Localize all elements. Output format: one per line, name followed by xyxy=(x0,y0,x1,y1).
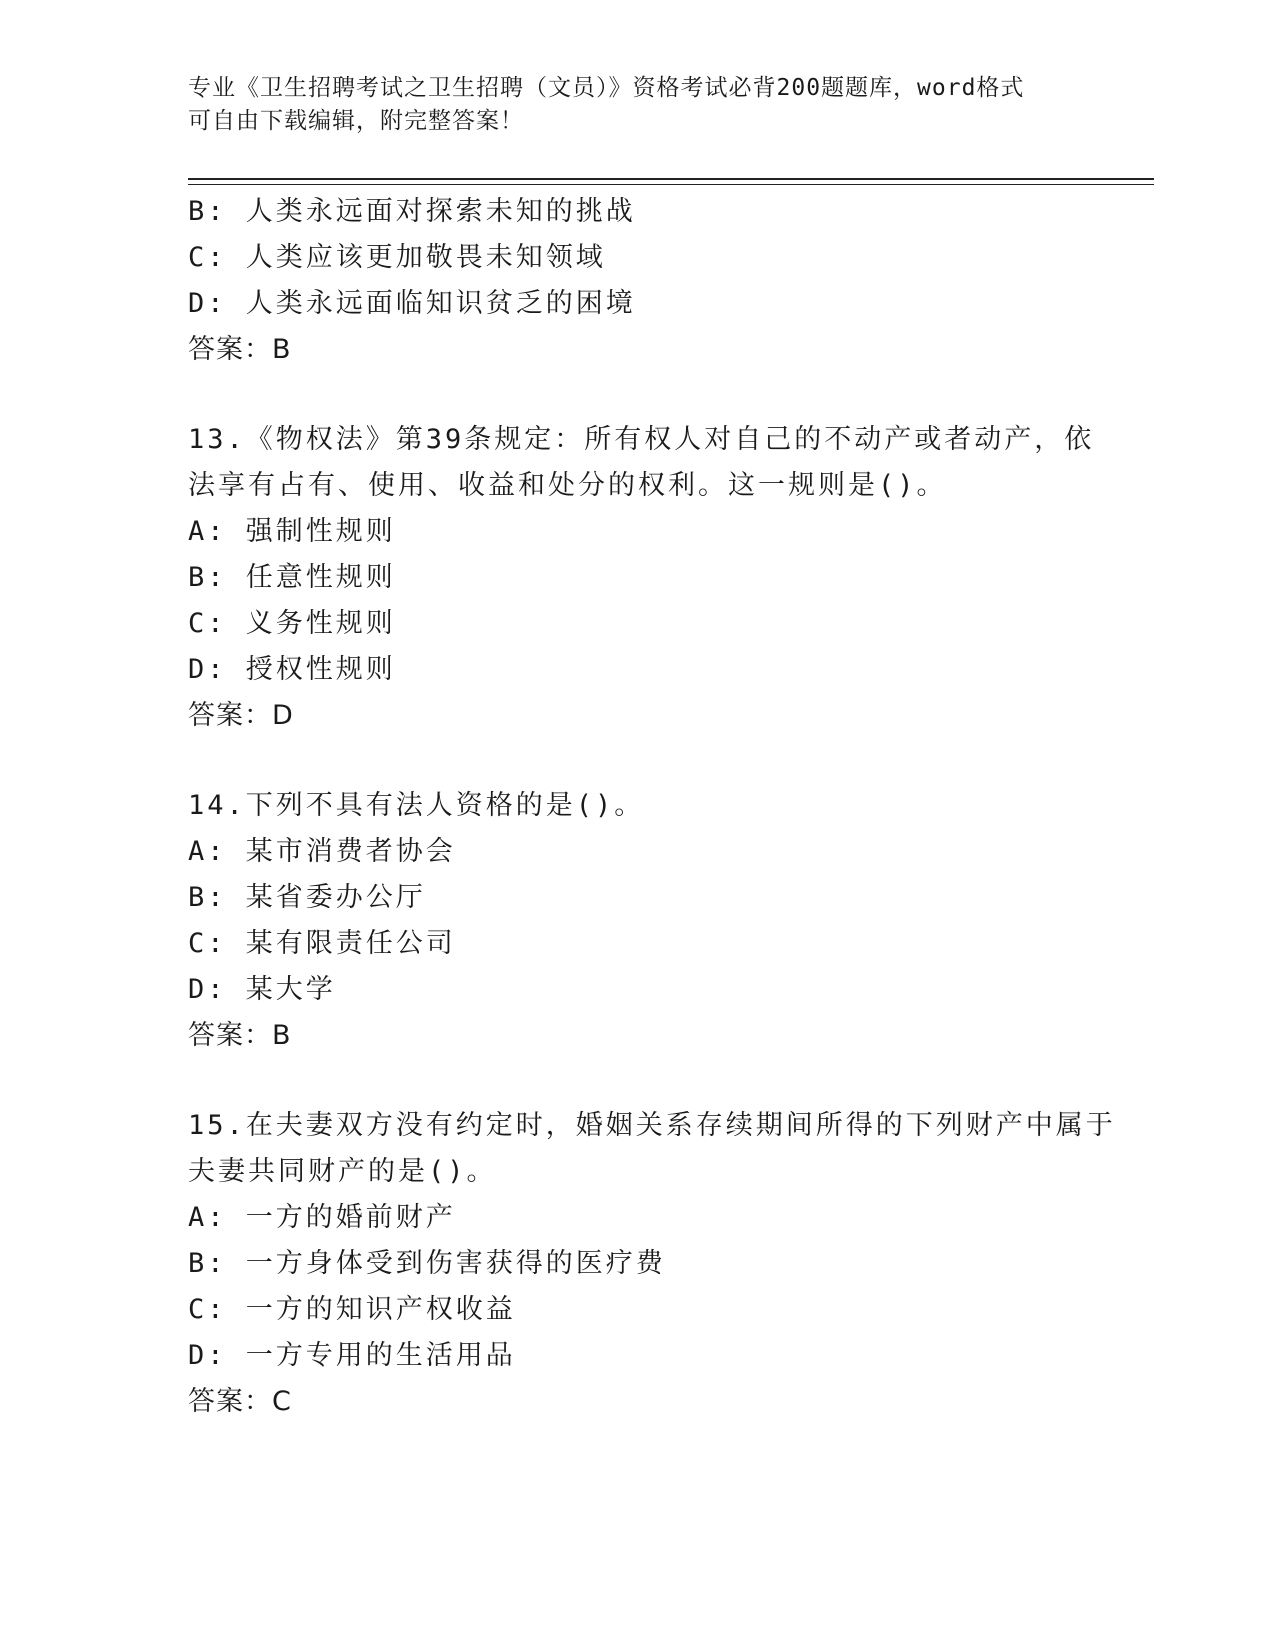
question-13 xyxy=(188,417,1095,739)
question-15 xyxy=(188,1103,1116,1425)
header-rule-thick xyxy=(188,178,1154,180)
header-rule-thin xyxy=(188,184,1154,185)
header-line-2: 可自由下载编辑，附完整答案！ xyxy=(188,108,524,134)
header-line-1: 专业《卫生招聘考试之卫生招聘（文员）》资格考试必背200题题库，word格式 xyxy=(188,75,1025,101)
option-a: A: 一方的婚前财产 xyxy=(188,1202,456,1233)
option-c: C: 人类应该更加敬畏未知领域 xyxy=(188,242,606,273)
option-c: C: 义务性规则 xyxy=(188,608,396,639)
option-b: B: 某省委办公厅 xyxy=(188,882,426,913)
document-body xyxy=(188,189,1116,1425)
answer-line: 答案：D xyxy=(188,700,294,731)
question-block-prev xyxy=(188,189,1088,373)
option-c: C: 某有限责任公司 xyxy=(188,928,456,959)
question-stem-cont: 法享有占有、使用、收益和处分的权利。这一规则是()。 xyxy=(188,470,947,501)
question-stem: 13.《物权法》第39条规定：所有权人对自己的不动产或者动产，依 xyxy=(188,424,1095,455)
answer-line: 答案：B xyxy=(188,1020,292,1051)
question-stem: 15.在夫妻双方没有约定时，婚姻关系存续期间所得的下列财产中属于 xyxy=(188,1110,1116,1141)
option-d: D: 某大学 xyxy=(188,974,336,1005)
question-stem: 14.下列不具有法人资格的是()。 xyxy=(188,790,645,821)
document-header xyxy=(188,72,1088,138)
question-stem-cont: 夫妻共同财产的是()。 xyxy=(188,1156,497,1187)
option-b: B: 任意性规则 xyxy=(188,562,396,593)
option-a: A: 某市消费者协会 xyxy=(188,836,456,867)
option-b: B: 一方身体受到伤害获得的医疗费 xyxy=(188,1248,666,1279)
option-c: C: 一方的知识产权收益 xyxy=(188,1294,516,1325)
question-14 xyxy=(188,783,1088,1059)
option-b: B: 人类永远面对探索未知的挑战 xyxy=(188,196,636,227)
option-a: A: 强制性规则 xyxy=(188,516,396,547)
option-d: D: 授权性规则 xyxy=(188,654,396,685)
option-d: D: 人类永远面临知识贫乏的困境 xyxy=(188,288,636,319)
answer-line: 答案：C xyxy=(188,1386,292,1417)
answer-line: 答案：B xyxy=(188,334,292,365)
option-d: D: 一方专用的生活用品 xyxy=(188,1340,516,1371)
